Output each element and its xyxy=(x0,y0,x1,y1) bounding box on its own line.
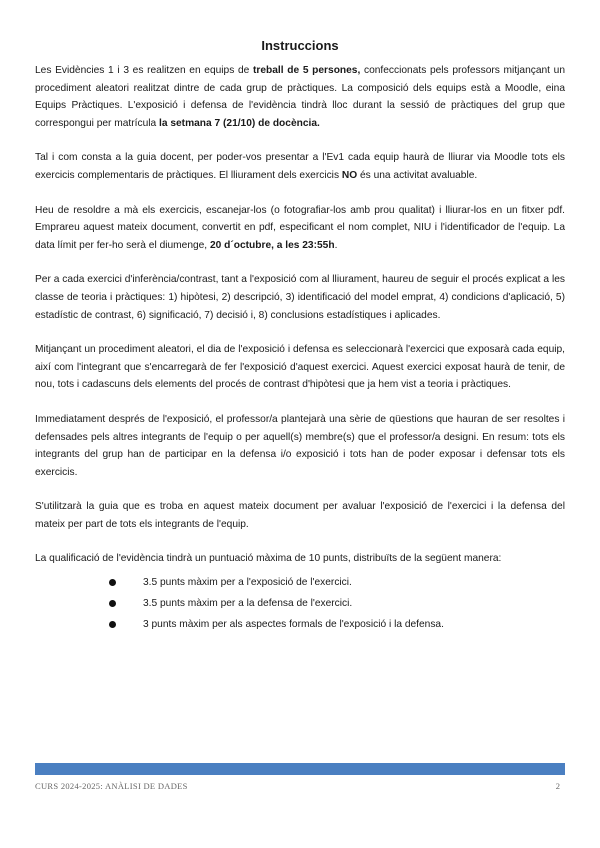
grading-list xyxy=(35,572,565,635)
list-item xyxy=(35,593,565,614)
paragraph-delivery xyxy=(35,149,565,184)
p1-text-a: Les Evidències 1 i 3 es realitzen en equips de xyxy=(35,65,254,76)
list-item xyxy=(35,614,565,635)
p3-bold-deadline: 20 d´octubre, a les 23:55h xyxy=(209,239,335,251)
paragraph-grading: La qualificació de l'evidència tindrà un puntuació màxima de 10 punts, distribuïts de la següent manera: xyxy=(35,553,502,565)
list-item xyxy=(35,572,565,593)
list-item-text: 3.5 punts màxim per a la defensa de l'exercici. xyxy=(143,598,353,610)
p3-text-c: . xyxy=(334,239,338,251)
paragraph-questions: Immediatament després de l'exposició, el professor/a plantejarà una sèrie de qüestions que hauran de ser resoltes i defensades pels altres integrants de l'equip o per aquell(s) membre(s) que el professor/a designi. En resum: tots els integrants del grup han de participar en la defensa i/o exposició i tots han de poder exposar i defensar tots els exercicis. xyxy=(35,413,565,478)
p1-bold-team-size: treball de 5 persones, xyxy=(253,65,361,76)
page-number: 2 xyxy=(555,781,560,791)
paragraph-selection: Mitjançant un procediment aleatori, el dia de l'exposició i defensa es seleccionarà l'exercici que exposarà cada equip, així com l'integrant que s'encarregarà de fer l'exposició d'aquest exercici. Aquest exercici exposat haurà de tenir, de nou, tots i cadascuns dels elements del procés de contrast d'hipòtesi que ja hem vist a teoria i pràctiques. xyxy=(35,344,565,391)
paragraph-deadline xyxy=(35,202,565,255)
paragraph-guide: S'utilitzarà la guia que es troba en aquest mateix document per avaluar l'exposició de l'exercici i la defensa del mateix per part de tots els integrants de l'equip. xyxy=(35,501,565,530)
footer-bar xyxy=(35,763,565,775)
bullet-icon xyxy=(109,600,116,607)
paragraph-process: Per a cada exercici d'inferència/contrast, tant a l'exposició com al lliurament, haureu de seguir el procés explicat a les classe de teoria i pràctiques: 1) hipòtesi, 2) descripció, 3) identificació del model emprat, 4) condicions d'aplicació, 5) estadístic de contrast, 6) significació, 7) decisió i, 8) conclusions estadístiques i aplicades. xyxy=(35,274,565,321)
list-item-text: 3 punts màxim per als aspectes formals de l'exposició i la defensa. xyxy=(143,619,444,631)
p1-text-c: confeccionats pels professors mitjançant un procediment aleatori realitzat dintre de cada grup de pràctiques. La composició dels equips està a Moodle, eina Equips Pràctiques. L'exposició i defensa de l'evidència tindrà lloc durant la sessió de pràctiques del grup que correspongui per matrícula xyxy=(35,65,566,129)
p2-text-a: Tal i com consta a la guia docent, per poder-vos presentar a l'Ev1 cada equip haurà de lliurar via Moodle tots els exercicis complementaris de pràctiques. El lliurament dels exercicis xyxy=(35,152,565,181)
p2-bold-no: NO xyxy=(341,169,358,181)
p3-text-a: Heu de resoldre a mà els exercicis, escanejar-los (o fotografiar-los amb prou qualitat) i lliurar-los en un fitxer pdf. Emprareu aquest mateix document, convertit en pdf, especificant el nom complet, NIU i l'identificador de l'equip. La data límit per fer-ho serà el diumenge, xyxy=(35,204,565,251)
bullet-icon xyxy=(109,621,116,628)
page-title: Instruccions xyxy=(261,38,339,53)
p2-text-c: és una activitat avaluable. xyxy=(357,169,478,181)
bullet-icon xyxy=(109,579,116,586)
footer-course-label: CURS 2024-2025: ANÀLISI DE DADES xyxy=(35,781,188,791)
list-item-text: 3.5 punts màxim per a l'exposició de l'exercici. xyxy=(143,577,352,589)
p1-bold-week: la setmana 7 (21/10) de docència. xyxy=(159,117,320,129)
paragraph-teams xyxy=(35,62,565,132)
document-body xyxy=(35,62,565,635)
